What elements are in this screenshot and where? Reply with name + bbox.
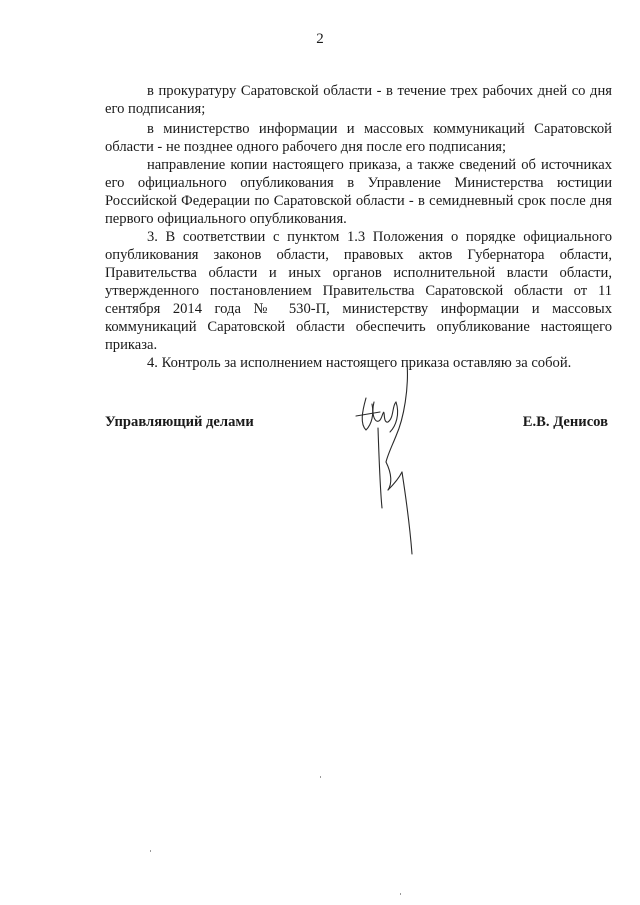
paragraph-ministry: в министерство информации и массовых коммуникаций Саратовской области - не позднее одного рабочего дня после его подписания; xyxy=(105,121,612,155)
handwritten-signature xyxy=(352,358,432,558)
paragraph-publication: 3. В соответствии с пунктом 1.3 Положения о порядке официального опубликования законов области, правовых актов Губернатора области, Правительства области и иных органов исполнительной власти области, утвержденного постановлением Правительства Саратовской области от 11 сентября 2014 года № 530-П, министерству информации и массовых коммуникаций Саратовской области обеспечить опубликование настоящего приказа. xyxy=(105,229,612,353)
scan-speck xyxy=(320,776,321,778)
signer-name: Е.В. Денисов xyxy=(522,414,608,430)
document-body xyxy=(105,82,612,372)
paragraph-control: 4. Контроль за исполнением настоящего приказа оставляю за собой. xyxy=(147,355,572,371)
paragraph-copy-direction: направление копии настоящего приказа, а также сведений об источниках его официального опубликования в Управление Министерства юстиции Российской Федерации по Саратовской области - в семидневный срок после дня первого официального опубликования. xyxy=(105,157,612,227)
scan-speck xyxy=(400,893,401,895)
page-number: 2 xyxy=(316,31,324,47)
paragraph-prosecutor: в прокуратуру Саратовской области - в течение трех рабочих дней со дня его подписания; xyxy=(105,83,612,117)
scan-speck xyxy=(150,850,151,852)
position-title: Управляющий делами xyxy=(105,414,254,430)
